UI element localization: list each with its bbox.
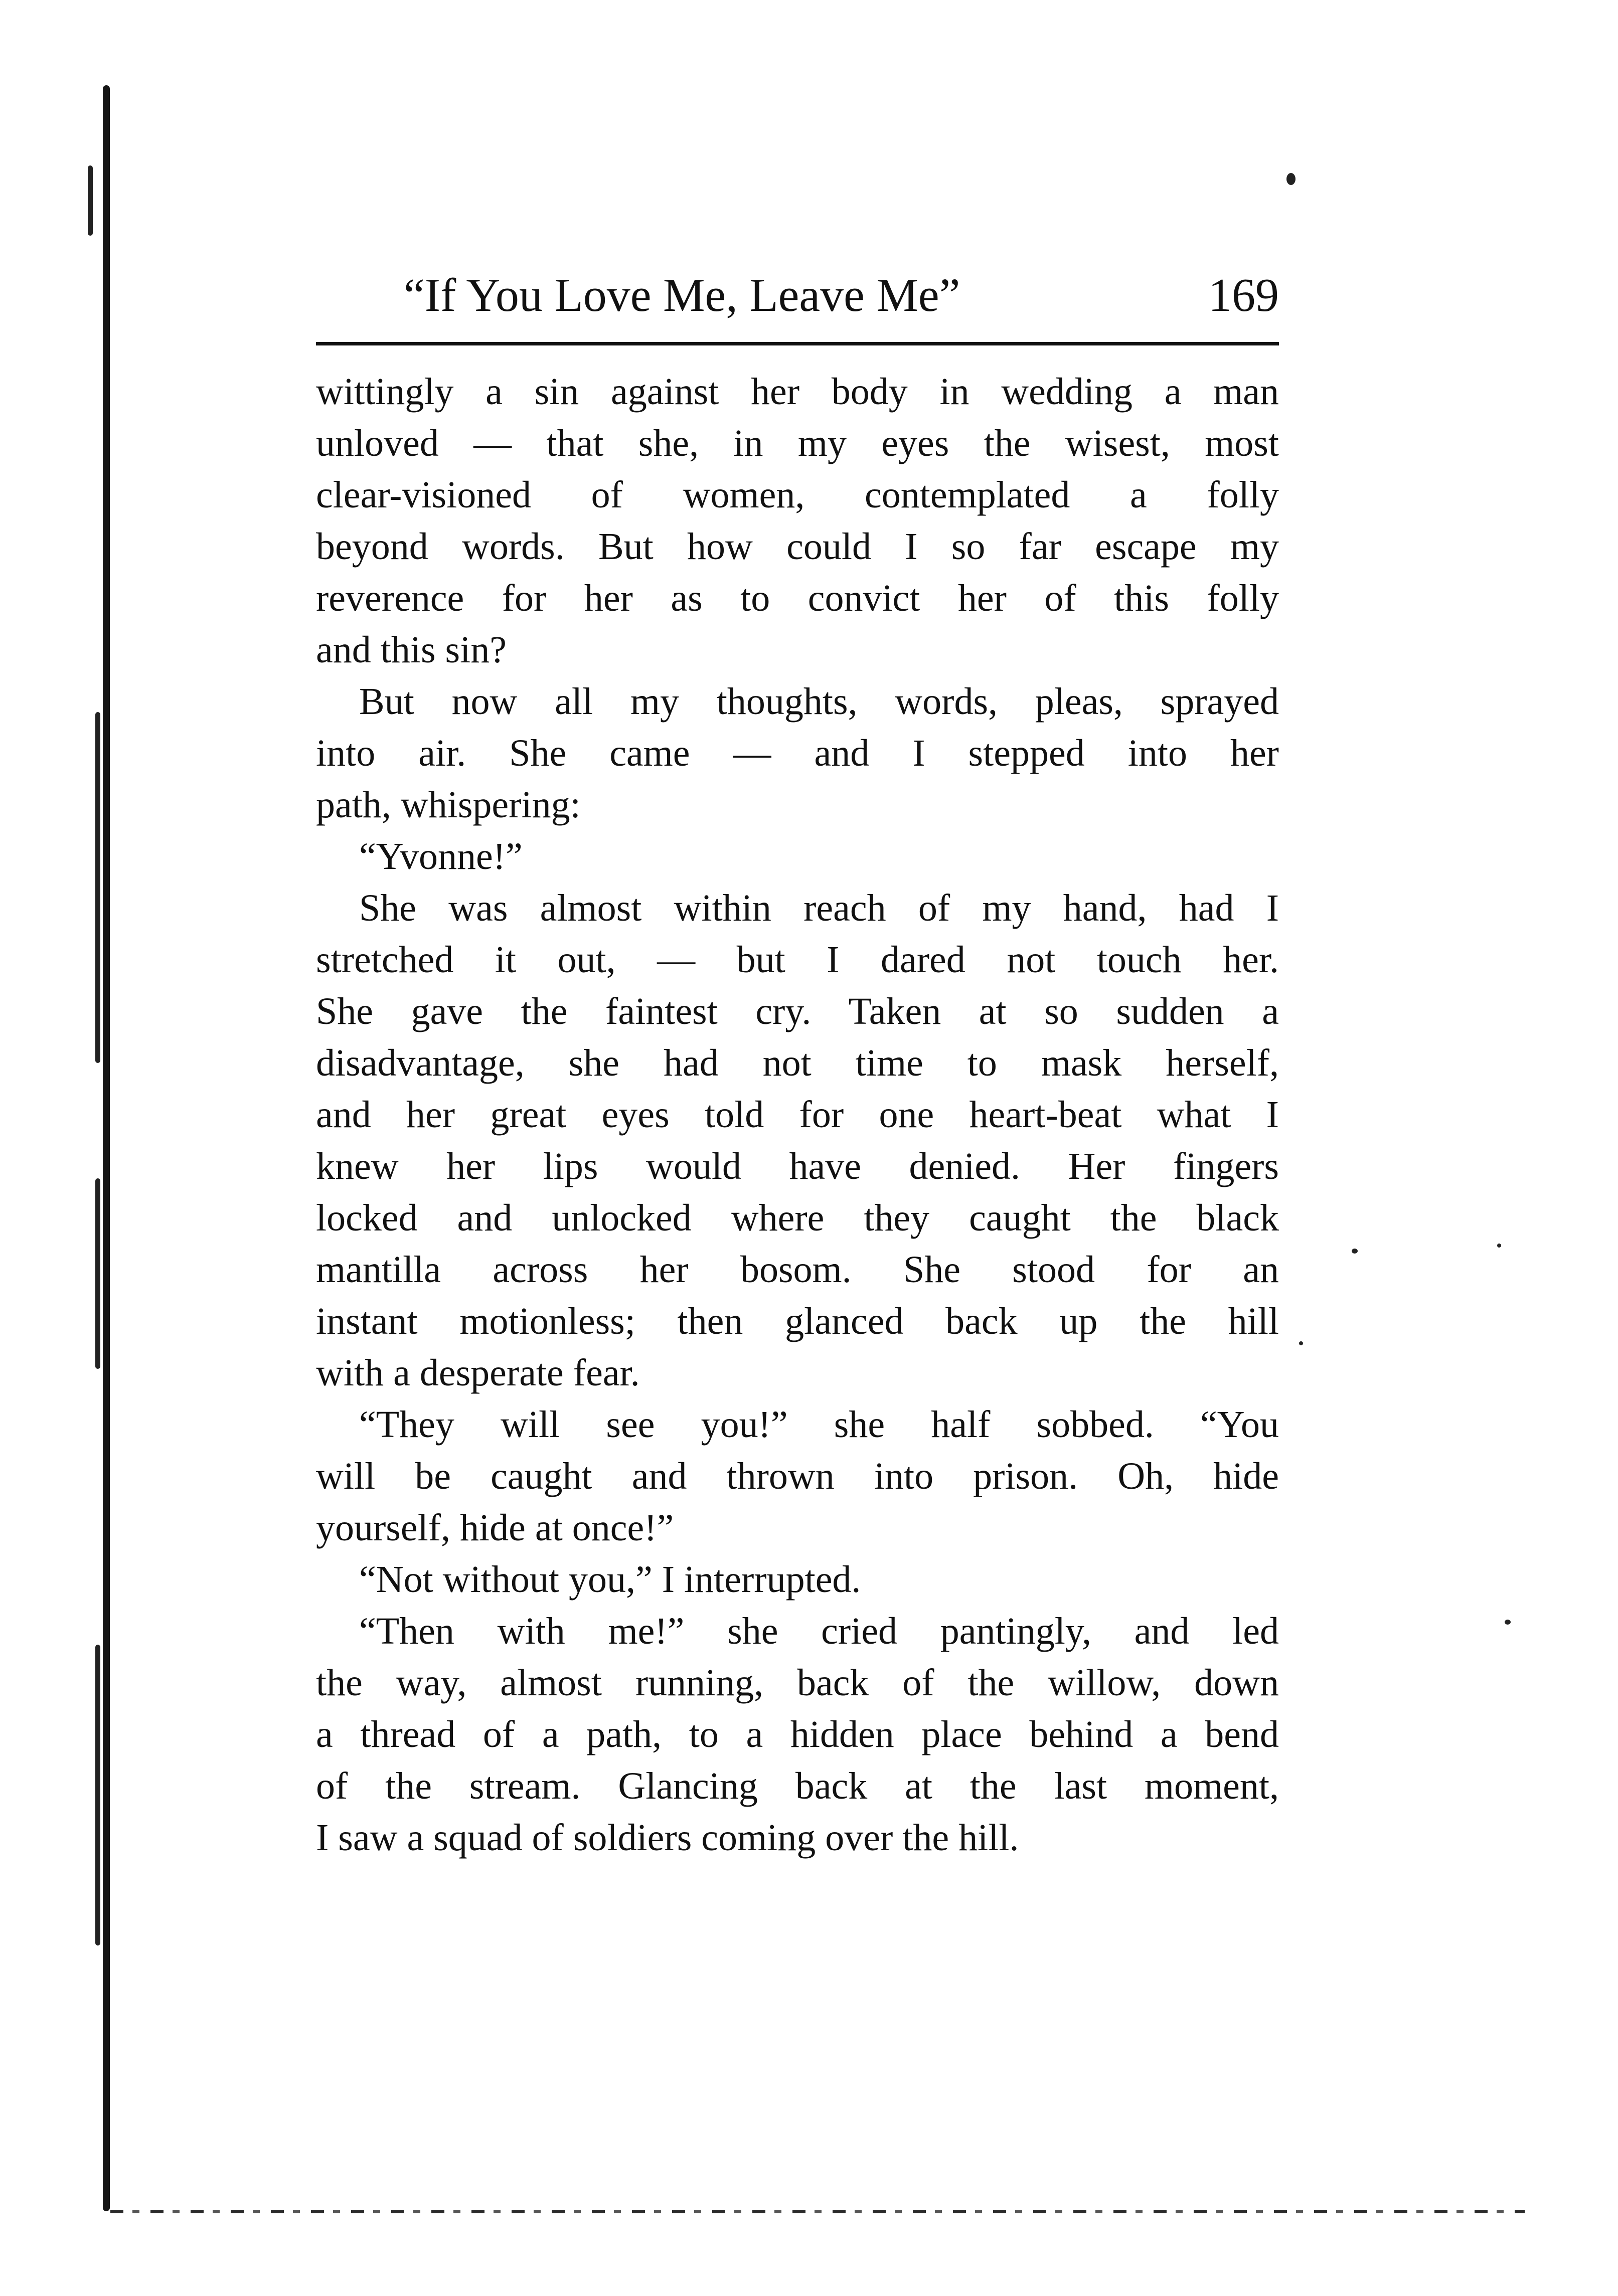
binding-mark — [88, 165, 93, 236]
text-line: instant motionless; then glanced back up the hill — [316, 1300, 1279, 1342]
header-rule — [316, 342, 1279, 345]
text-line: mantilla across her bosom. She stood for an — [316, 1249, 1279, 1291]
ink-speck — [1352, 1249, 1358, 1254]
binding-mark — [95, 712, 100, 1063]
running-head — [316, 261, 1279, 336]
text-line: knew her lips would have denied. Her fingers — [316, 1145, 1279, 1187]
text-line: stretched it out, — but I dared not touch her. — [316, 939, 1279, 981]
text-line: path, whispering: — [316, 784, 581, 826]
text-line: a thread of a path, to a hidden place behind a bend — [316, 1713, 1279, 1755]
text-line: I saw a squad of soldiers coming over the hill. — [316, 1817, 1019, 1859]
text-line: She gave the faintest cry. Taken at so sudden a — [316, 990, 1279, 1032]
text-line: reverence for her as to convict her of this folly — [316, 577, 1279, 619]
page-binding-edge — [103, 85, 110, 2211]
text-line: the way, almost running, back of the willow, down — [316, 1662, 1279, 1704]
paragraph — [316, 366, 1279, 676]
text-line: yourself, hide at once!” — [316, 1507, 674, 1549]
binding-mark — [95, 1645, 100, 1946]
text-line: clear-visioned of women, contemplated a folly — [316, 474, 1279, 516]
text-line: beyond words. But how could I so far escape my — [316, 525, 1279, 568]
text-line: and this sin? — [316, 629, 507, 671]
text-line: will be caught and thrown into prison. Oh, hide — [316, 1455, 1279, 1497]
paragraph — [316, 676, 1279, 831]
running-head-title: “If You Love Me, Leave Me” — [404, 269, 960, 321]
ink-speck — [1299, 1341, 1303, 1345]
paragraph — [316, 882, 1279, 1399]
text-line: locked and unlocked where they caught the black — [316, 1197, 1279, 1239]
text-line: “Then with me!” she cried pantingly, and led — [359, 1610, 1279, 1652]
text-line: But now all my thoughts, words, pleas, sprayed — [359, 680, 1279, 723]
text-line: “Not without you,” I interrupted. — [359, 1558, 861, 1601]
ink-speck — [1497, 1244, 1501, 1248]
binding-mark — [95, 1178, 100, 1369]
text-line: wittingly a sin against her body in wedding a man — [316, 371, 1279, 413]
page-number: 169 — [1208, 269, 1279, 321]
text-line: disadvantage, she had not time to mask herself, — [316, 1042, 1279, 1084]
text-line: She was almost within reach of my hand, had I — [359, 887, 1279, 929]
ink-speck — [1286, 173, 1296, 185]
paragraph — [316, 1554, 1279, 1606]
text-line: unloved — that she, in my eyes the wisest, most — [316, 422, 1279, 464]
text-line: with a desperate fear. — [316, 1352, 640, 1394]
body-text — [316, 366, 1279, 1864]
paragraph — [316, 1399, 1279, 1554]
text-line: “They will see you!” she half sobbed. “You — [359, 1403, 1279, 1446]
paragraph — [316, 831, 1279, 882]
text-line: “Yvonne!” — [359, 835, 523, 877]
text-line: into air. She came — and I stepped into her — [316, 732, 1279, 774]
ink-speck — [1505, 1620, 1511, 1625]
text-line: of the stream. Glancing back at the last moment, — [316, 1765, 1279, 1807]
paragraph — [316, 1606, 1279, 1864]
page-bottom-edge — [110, 2210, 1525, 2213]
text-line: and her great eyes told for one heart-beat what I — [316, 1094, 1279, 1136]
